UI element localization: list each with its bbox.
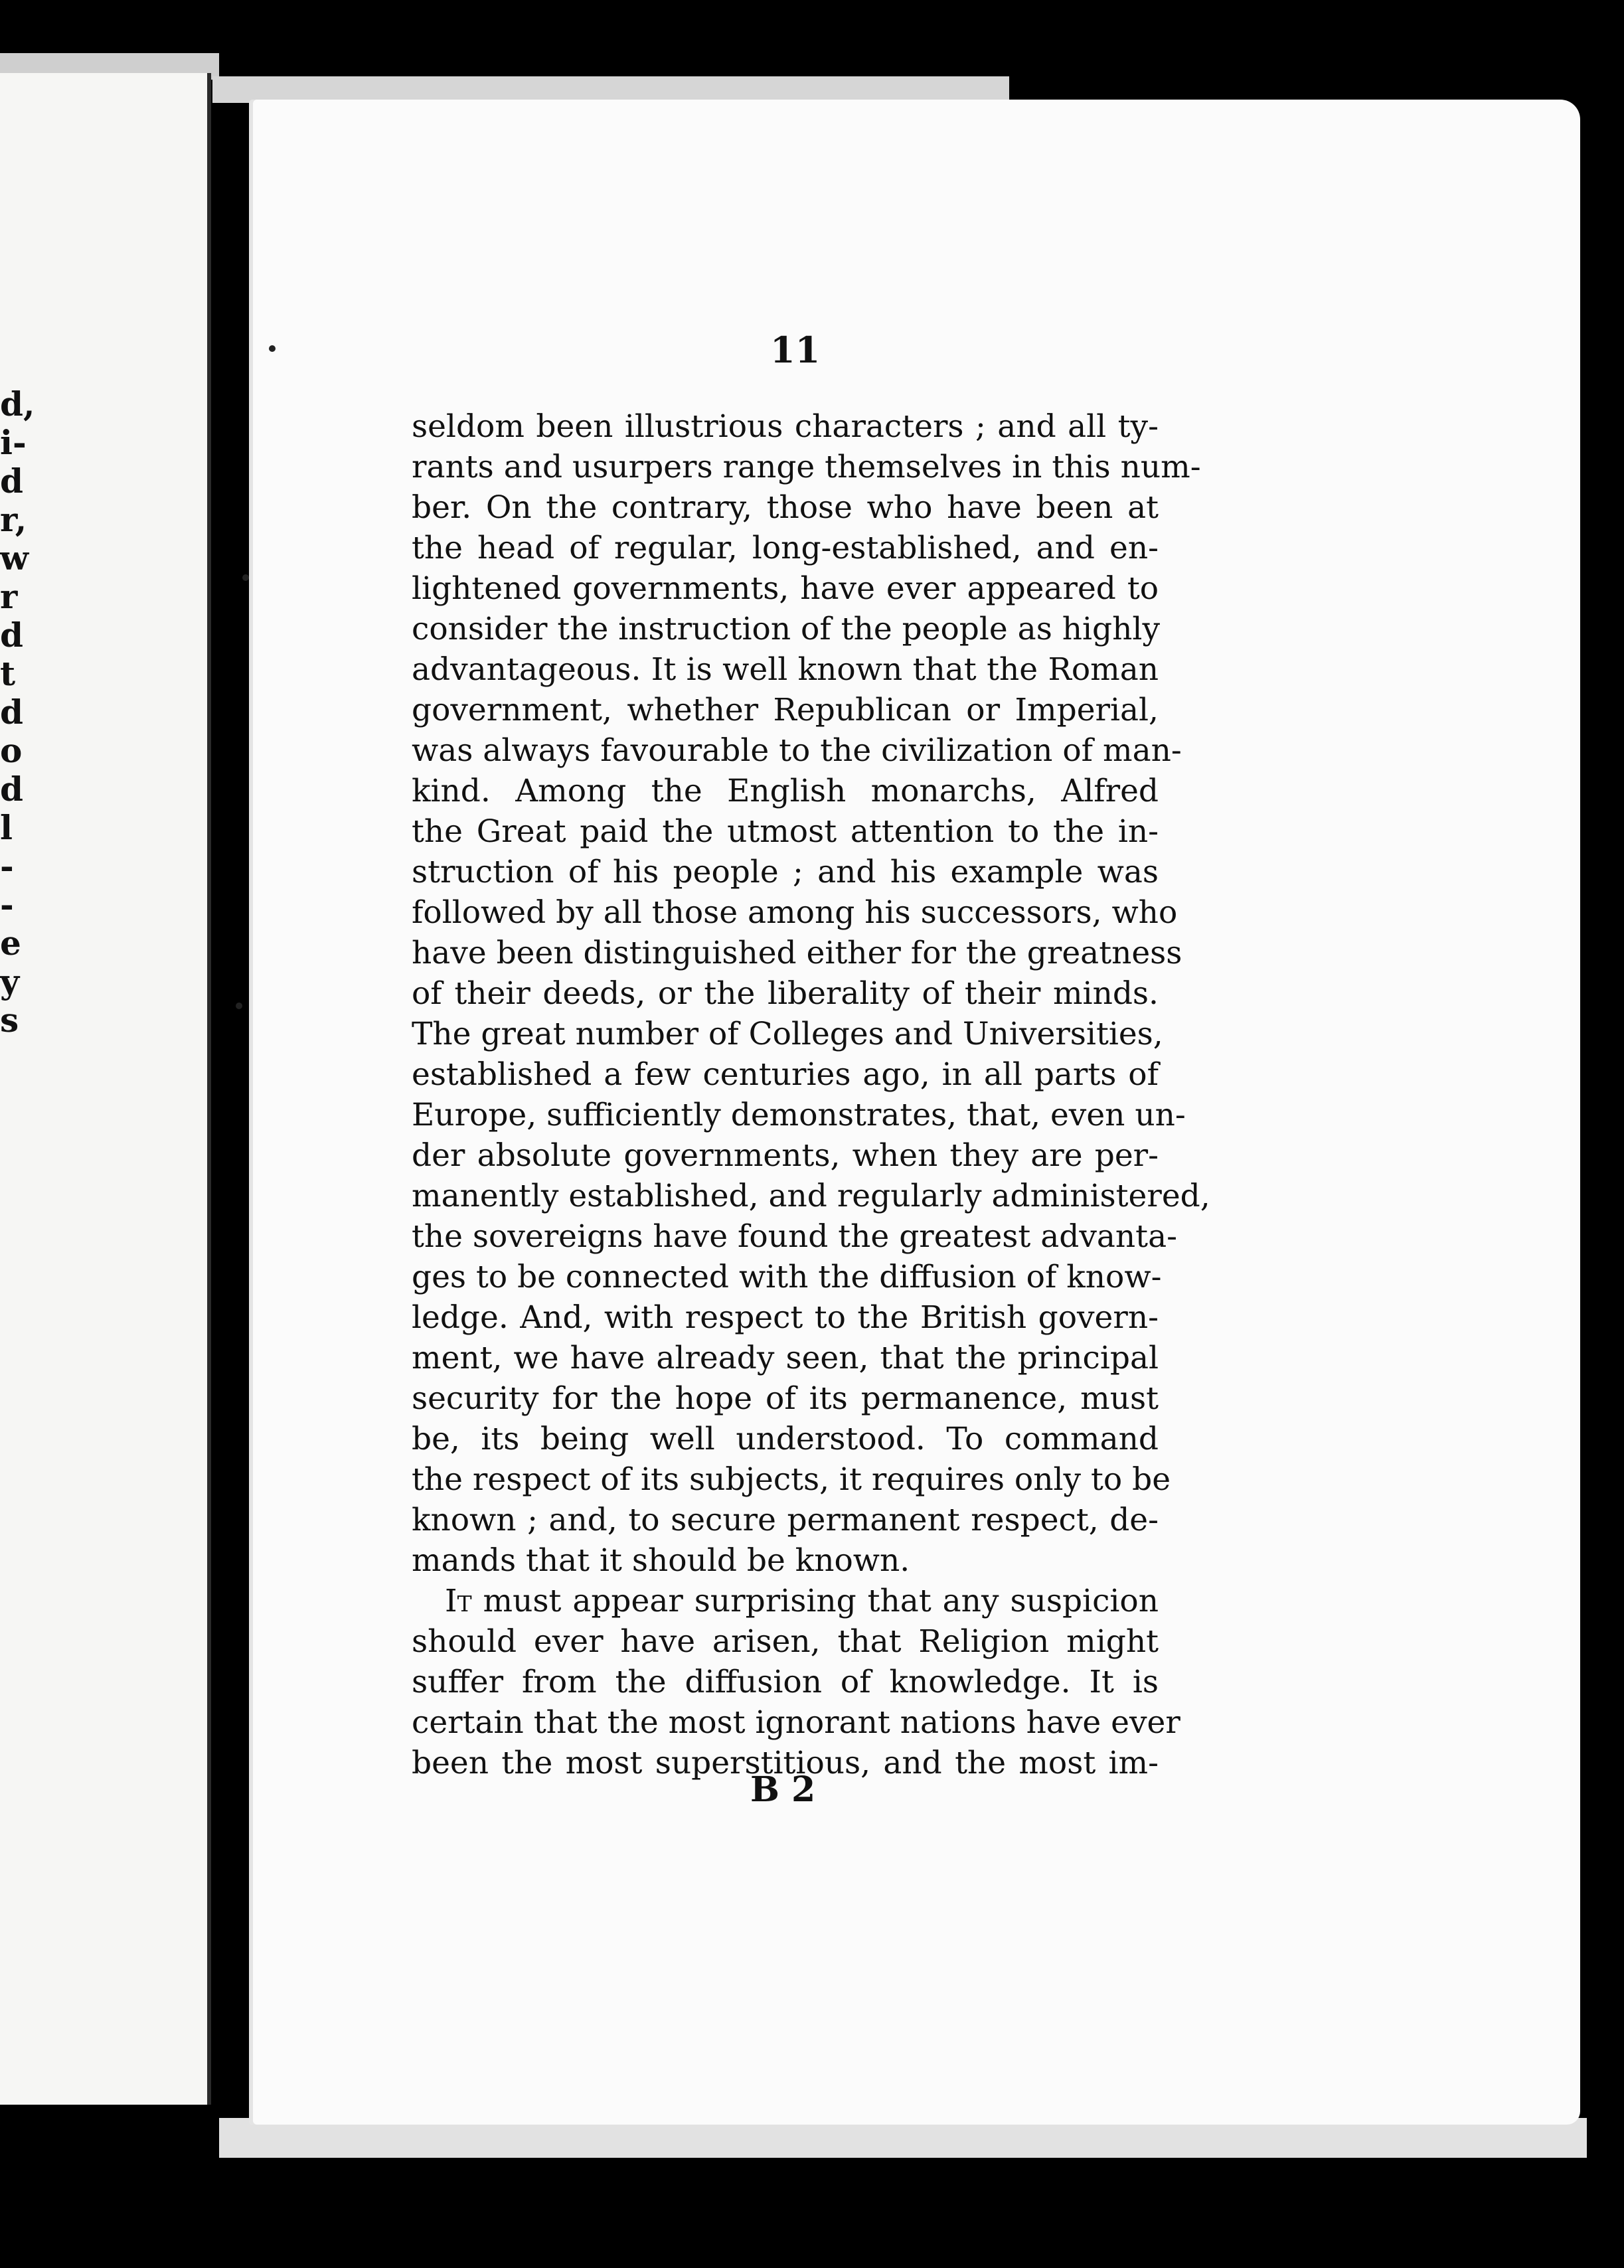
text-line-rest: must appear surprising that any suspicion [471, 1583, 1159, 1619]
text-line: certain that the most ignorant nations have ever [412, 1704, 1180, 1741]
text-line: of their deeds, or the liberality of their minds. [412, 975, 1159, 1012]
previous-page-fragment: l [0, 808, 13, 847]
text-line: suffer from the diffusion of knowledge. It is [412, 1664, 1159, 1700]
paragraph-1 [412, 406, 1210, 1581]
previous-page-fragment: d [0, 461, 23, 501]
previous-page-fragment: d, [0, 384, 35, 424]
text-line: followed by all those among his successors, who [412, 894, 1178, 931]
previous-page-fragment: e [0, 924, 21, 963]
text-line: The great number of Colleges and Universities, [412, 1016, 1163, 1052]
previous-page-fragment: - [0, 847, 14, 886]
text-line: advantageous. It is well known that the Roman [412, 651, 1159, 688]
text-line: have been distinguished either for the greatness [412, 935, 1182, 971]
text-line: been the most superstitious, and the most im- [412, 1745, 1159, 1781]
previous-page [0, 73, 211, 2105]
text-line: security for the hope of its permanence, must [412, 1380, 1159, 1417]
previous-page-fragment: i- [0, 423, 27, 462]
text-line: consider the instruction of the people as highly [412, 611, 1160, 647]
text-line: ges to be connected with the diffusion of know- [412, 1259, 1162, 1295]
text-line: ber. On the contrary, those who have been at [412, 489, 1159, 526]
previous-page-fragment: d [0, 615, 23, 655]
text-line: lightened governments, have ever appeared to [412, 570, 1159, 607]
text-line: the Great paid the utmost attention to the in- [412, 813, 1159, 850]
text-line: seldom been illustrious characters ; and all ty- [412, 408, 1159, 445]
ink-speck [236, 1003, 242, 1009]
text-line: the head of regular, long-established, and en- [412, 530, 1159, 566]
text-line: rants and usurpers range themselves in this num- [412, 449, 1201, 485]
text-line: ment, we have already seen, that the principal [412, 1340, 1159, 1376]
text-line: ledge. And, with respect to the British govern- [412, 1299, 1159, 1336]
previous-page-fragment: s [0, 1001, 19, 1040]
text-line: kind. Among the English monarchs, Alfred [412, 773, 1159, 809]
text-line: should ever have arisen, that Religion might [412, 1623, 1159, 1660]
paragraph-initial-word: It [445, 1583, 472, 1619]
text-line: the respect of its subjects, it requires only to be [412, 1461, 1171, 1498]
text-line: Europe, sufficiently demonstrates, that, even un- [412, 1097, 1186, 1133]
previous-page-fragment: t [0, 654, 16, 693]
paragraph-2 [412, 1581, 1180, 1783]
top-page-edge [212, 76, 1009, 103]
text-line: established a few centuries ago, in all parts of [412, 1056, 1159, 1093]
page-text [412, 406, 1210, 1783]
previous-page-fragment: - [0, 885, 14, 924]
previous-page-fragment: y [0, 962, 20, 1001]
text-line: government, whether Republican or Imperial, [412, 692, 1159, 728]
ink-speck [269, 345, 276, 352]
text-line: known ; and, to secure permanent respect, de- [412, 1502, 1159, 1538]
text-line: the sovereigns have found the greatest advanta- [412, 1218, 1177, 1255]
previous-page-fragment: o [0, 731, 23, 770]
text-line: struction of his people ; and his example was [412, 854, 1159, 890]
previous-page-fragment: w [0, 538, 29, 578]
page-number: 11 [770, 329, 821, 371]
text-line: manently established, and regularly administered, [412, 1178, 1210, 1214]
ink-speck [242, 574, 249, 581]
previous-page-fragment: r, [0, 500, 27, 539]
signature-mark: B 2 [750, 1769, 816, 1810]
text-line: mands that it should be known. [412, 1542, 910, 1579]
previous-page-fragment: r [0, 577, 18, 616]
previous-page-text-fragments [0, 384, 35, 1040]
text-line [412, 1581, 1159, 1621]
previous-page-fragment: d [0, 770, 23, 809]
text-line: be, its being well understood. To command [412, 1421, 1159, 1457]
previous-page-fragment: d [0, 692, 23, 732]
text-line: was always favourable to the civilization of man- [412, 732, 1182, 769]
text-line: der absolute governments, when they are per- [412, 1137, 1159, 1174]
